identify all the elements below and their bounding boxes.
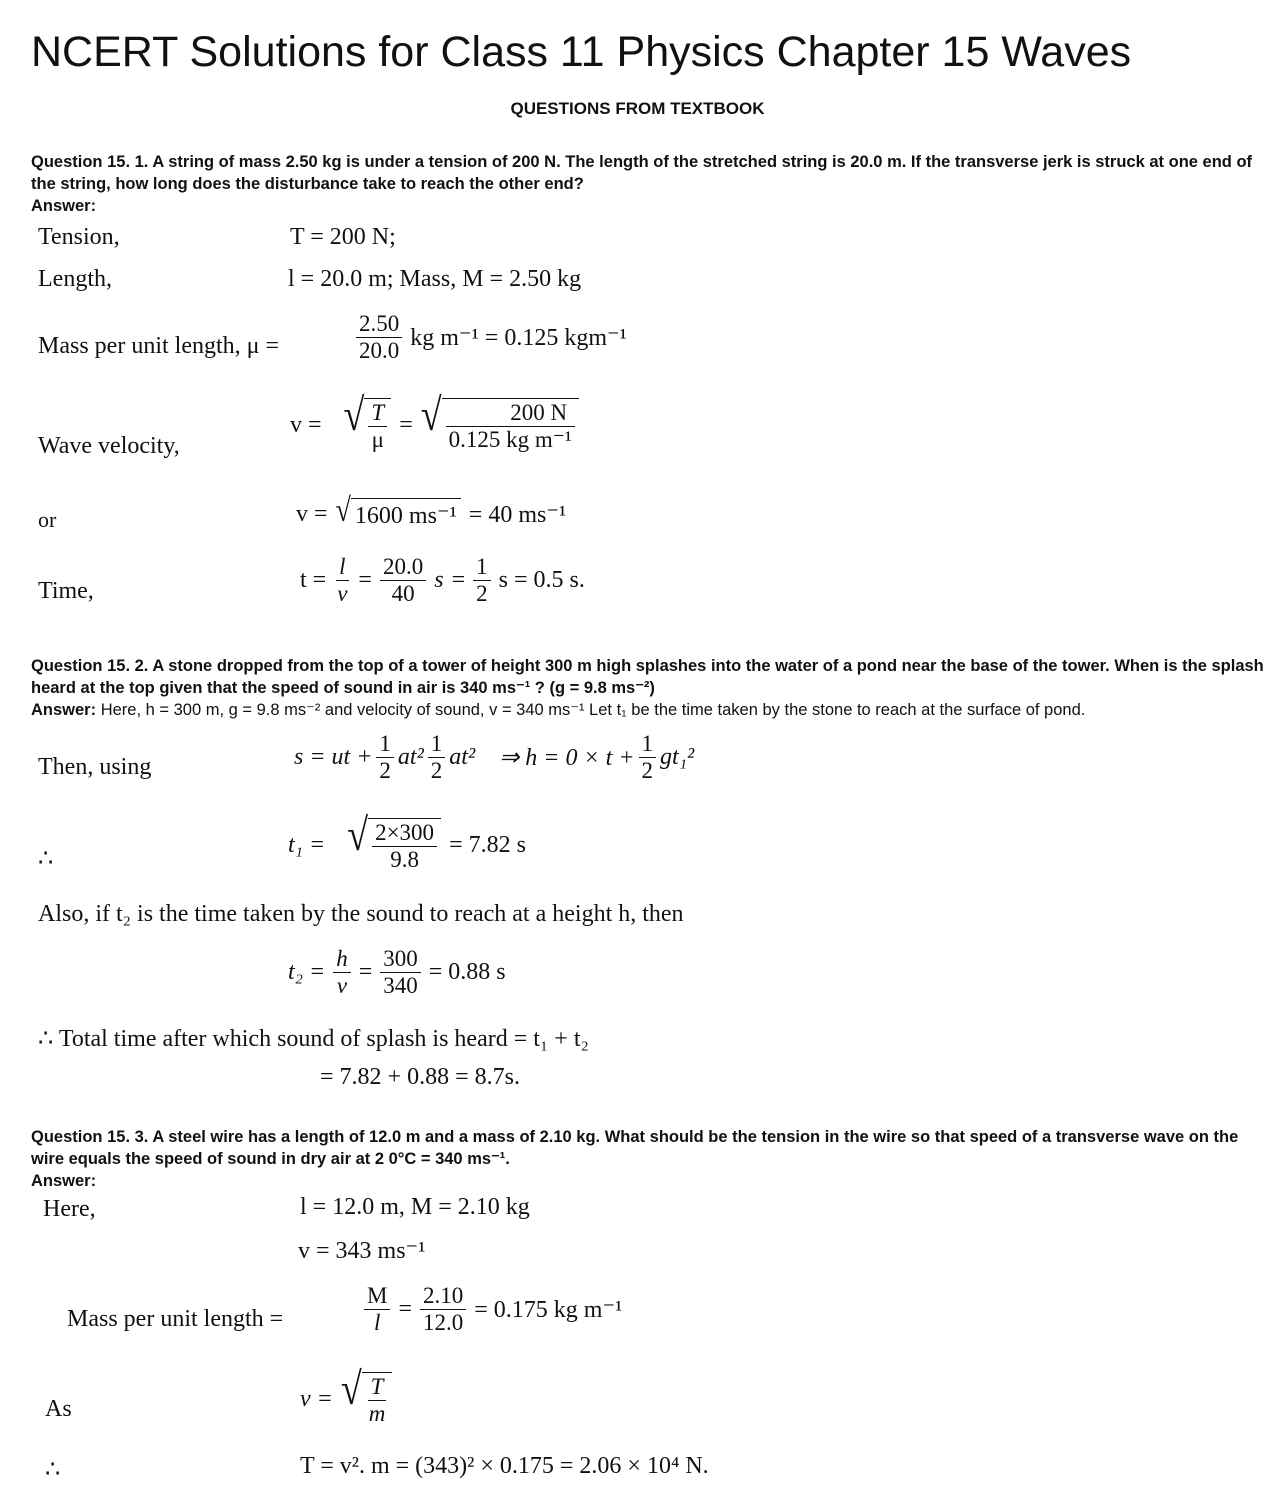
- term: at²: [449, 744, 476, 771]
- denominator: 2: [641, 758, 654, 784]
- result: = 0.175 kg m⁻¹: [474, 1297, 623, 1324]
- numerator: 1: [473, 555, 491, 581]
- result: s = 0.5 s.: [498, 567, 585, 594]
- t2-expr: [288, 947, 506, 998]
- lhs: t =: [300, 567, 327, 594]
- numerator: 20.0: [380, 555, 426, 581]
- numerator: T: [368, 1375, 387, 1401]
- denominator: 9.8: [390, 847, 419, 873]
- mpul-expr: [364, 1284, 622, 1335]
- denominator: l: [374, 1310, 381, 1336]
- numerator: 200 N: [510, 400, 568, 425]
- tension-result: T = v². m = (343)² × 0.175 = 2.06 × 10⁴ N.: [300, 1453, 709, 1479]
- also-text: Also, if t₂ is the time taken by the sound to reach at a height h, then: [38, 901, 684, 927]
- therefore-symbol: ∴: [38, 846, 54, 872]
- term: at²: [397, 744, 424, 771]
- denominator: 40: [391, 581, 415, 607]
- denominator: μ: [371, 427, 384, 453]
- denominator: 2: [379, 758, 391, 784]
- equals: =: [398, 1296, 412, 1323]
- here-label: Here,: [43, 1196, 96, 1222]
- fraction: [356, 312, 402, 363]
- numerator: M: [364, 1284, 390, 1310]
- equals: =: [358, 567, 372, 594]
- sqrt: √ T μ: [344, 398, 392, 452]
- denominator: m: [368, 1401, 386, 1427]
- unit: s: [434, 567, 444, 594]
- as-label: As: [45, 1396, 72, 1422]
- question-3: [31, 1126, 1266, 1192]
- question-text: Question 15. 2. A stone dropped from the top of a tower of height 300 m high splashes into the water of a pond near the base of the tower. When is the splash heard at the top given that the speed of sound in air is 340 ms⁻¹ ? (g = 9.8 ms⁻²): [31, 657, 1264, 697]
- denominator: 20.0: [359, 338, 400, 364]
- then-label: Then, using: [38, 754, 152, 780]
- equals: =: [399, 411, 413, 438]
- section-heading: QUESTIONS FROM TEXTBOOK: [510, 99, 765, 118]
- mpul-result: kg m⁻¹ = 0.125 kgm⁻¹: [410, 325, 627, 352]
- numerator: 300: [380, 947, 421, 973]
- velocity-expr: v = 343 ms⁻¹: [298, 1238, 426, 1264]
- answer-label: Answer:: [31, 1172, 97, 1190]
- question-1: [31, 151, 1266, 217]
- denominator: v: [337, 581, 348, 607]
- total-value: = 7.82 + 0.88 = 8.7s.: [320, 1064, 520, 1090]
- length-expr: l = 20.0 m; Mass, M = 2.50 kg: [288, 266, 582, 292]
- wave-expr: [290, 390, 579, 453]
- numerator: 2.10: [420, 1284, 466, 1310]
- term: gt₁²: [660, 744, 695, 771]
- or-label: or: [38, 507, 57, 532]
- question-text: Question 15. 3. A steel wire has a length of 12.0 m and a mass of 2.10 kg. What should be the tension in the wire so that speed of a transverse wave on the wire equals the speed of sound in dry air at 2 0°C = 340 ms⁻¹.: [31, 1128, 1239, 1168]
- denominator: 0.125 kg m⁻¹: [446, 426, 575, 452]
- denominator: 12.0: [423, 1310, 464, 1336]
- tension-expr: T = 200 N;: [290, 224, 396, 250]
- numerator: 2.50: [356, 312, 402, 338]
- as-expr: v = √ $\frac{T}{m}$: [300, 1372, 392, 1426]
- lhs: t₁ =: [288, 831, 326, 858]
- tension-label: Tension,: [38, 224, 120, 250]
- numerator: 2×300: [372, 821, 437, 847]
- mpul-expr: [356, 312, 627, 363]
- lhs: v =: [296, 500, 328, 527]
- therefore-symbol: ∴: [45, 1457, 61, 1483]
- mpul-label: Mass per unit length, μ =: [38, 333, 280, 359]
- numerator: 1: [428, 732, 446, 758]
- or-expr: v = √ 1600 ms⁻¹ = 40 ms⁻¹: [296, 492, 567, 530]
- denominator: 2: [430, 758, 443, 784]
- numerator: T: [371, 400, 385, 425]
- lhs: s = ut +: [294, 744, 373, 771]
- result: = 40 ms⁻¹: [468, 501, 567, 528]
- sqrt-content: 1600 ms⁻¹: [351, 498, 461, 530]
- denominator: 2: [476, 581, 488, 607]
- numerator: 1: [376, 732, 394, 758]
- time-expr: [300, 555, 585, 606]
- page-title: NCERT Solutions for Class 11 Physics Chapter 15 Waves: [31, 28, 1132, 76]
- kinematics-expr: [294, 732, 694, 783]
- sqrt: √ $\frac{200 N}{\text{0.125 kg m⁻¹}}$: [421, 398, 579, 452]
- equals: =: [358, 959, 373, 986]
- result: = 0.88 s: [428, 959, 506, 986]
- denominator: v: [336, 973, 348, 999]
- lhs: t₂ =: [288, 959, 326, 986]
- t1-expr: t₁ = √ $\frac{2\times 300}{9.8}$ = 7.82 s: [288, 810, 526, 873]
- mpul-label: Mass per unit length =: [67, 1306, 284, 1332]
- lhs: v =: [300, 1385, 333, 1412]
- question-text: Question 15. 1. A string of mass 2.50 kg is under a tension of 200 N. The length of the stretched string is 20.0 m. If the transverse jerk is struck at one end of the string, how long does the disturbance take to reach the other end?: [31, 153, 1253, 193]
- question-2: [31, 655, 1266, 721]
- wave-label: Wave velocity,: [38, 433, 180, 459]
- time-label: Time,: [38, 578, 94, 604]
- numerator: l: [336, 555, 348, 581]
- total-text: ∴ Total time after which sound of splash is heard = t₁ + t₂: [38, 1026, 589, 1052]
- equals: =: [451, 567, 466, 594]
- denominator: 340: [383, 973, 418, 999]
- numerator: h: [333, 947, 351, 973]
- answer-label: Answer:: [31, 701, 97, 719]
- numerator: 1: [639, 732, 657, 758]
- rhs: ⇒ h = 0 × t +: [499, 745, 635, 772]
- answer-text: Here, h = 300 m, g = 9.8 ms⁻² and velocity of sound, v = 340 ms⁻¹ Let t₁ be the time taken by the stone to reach at the surface of pond.: [96, 701, 1086, 719]
- result: = 7.82 s: [449, 831, 526, 858]
- length-label: Length,: [38, 266, 112, 292]
- answer-label: Answer:: [31, 197, 97, 215]
- lhs: v =: [290, 411, 322, 438]
- here-expr: l = 12.0 m, M = 2.10 kg: [300, 1194, 530, 1220]
